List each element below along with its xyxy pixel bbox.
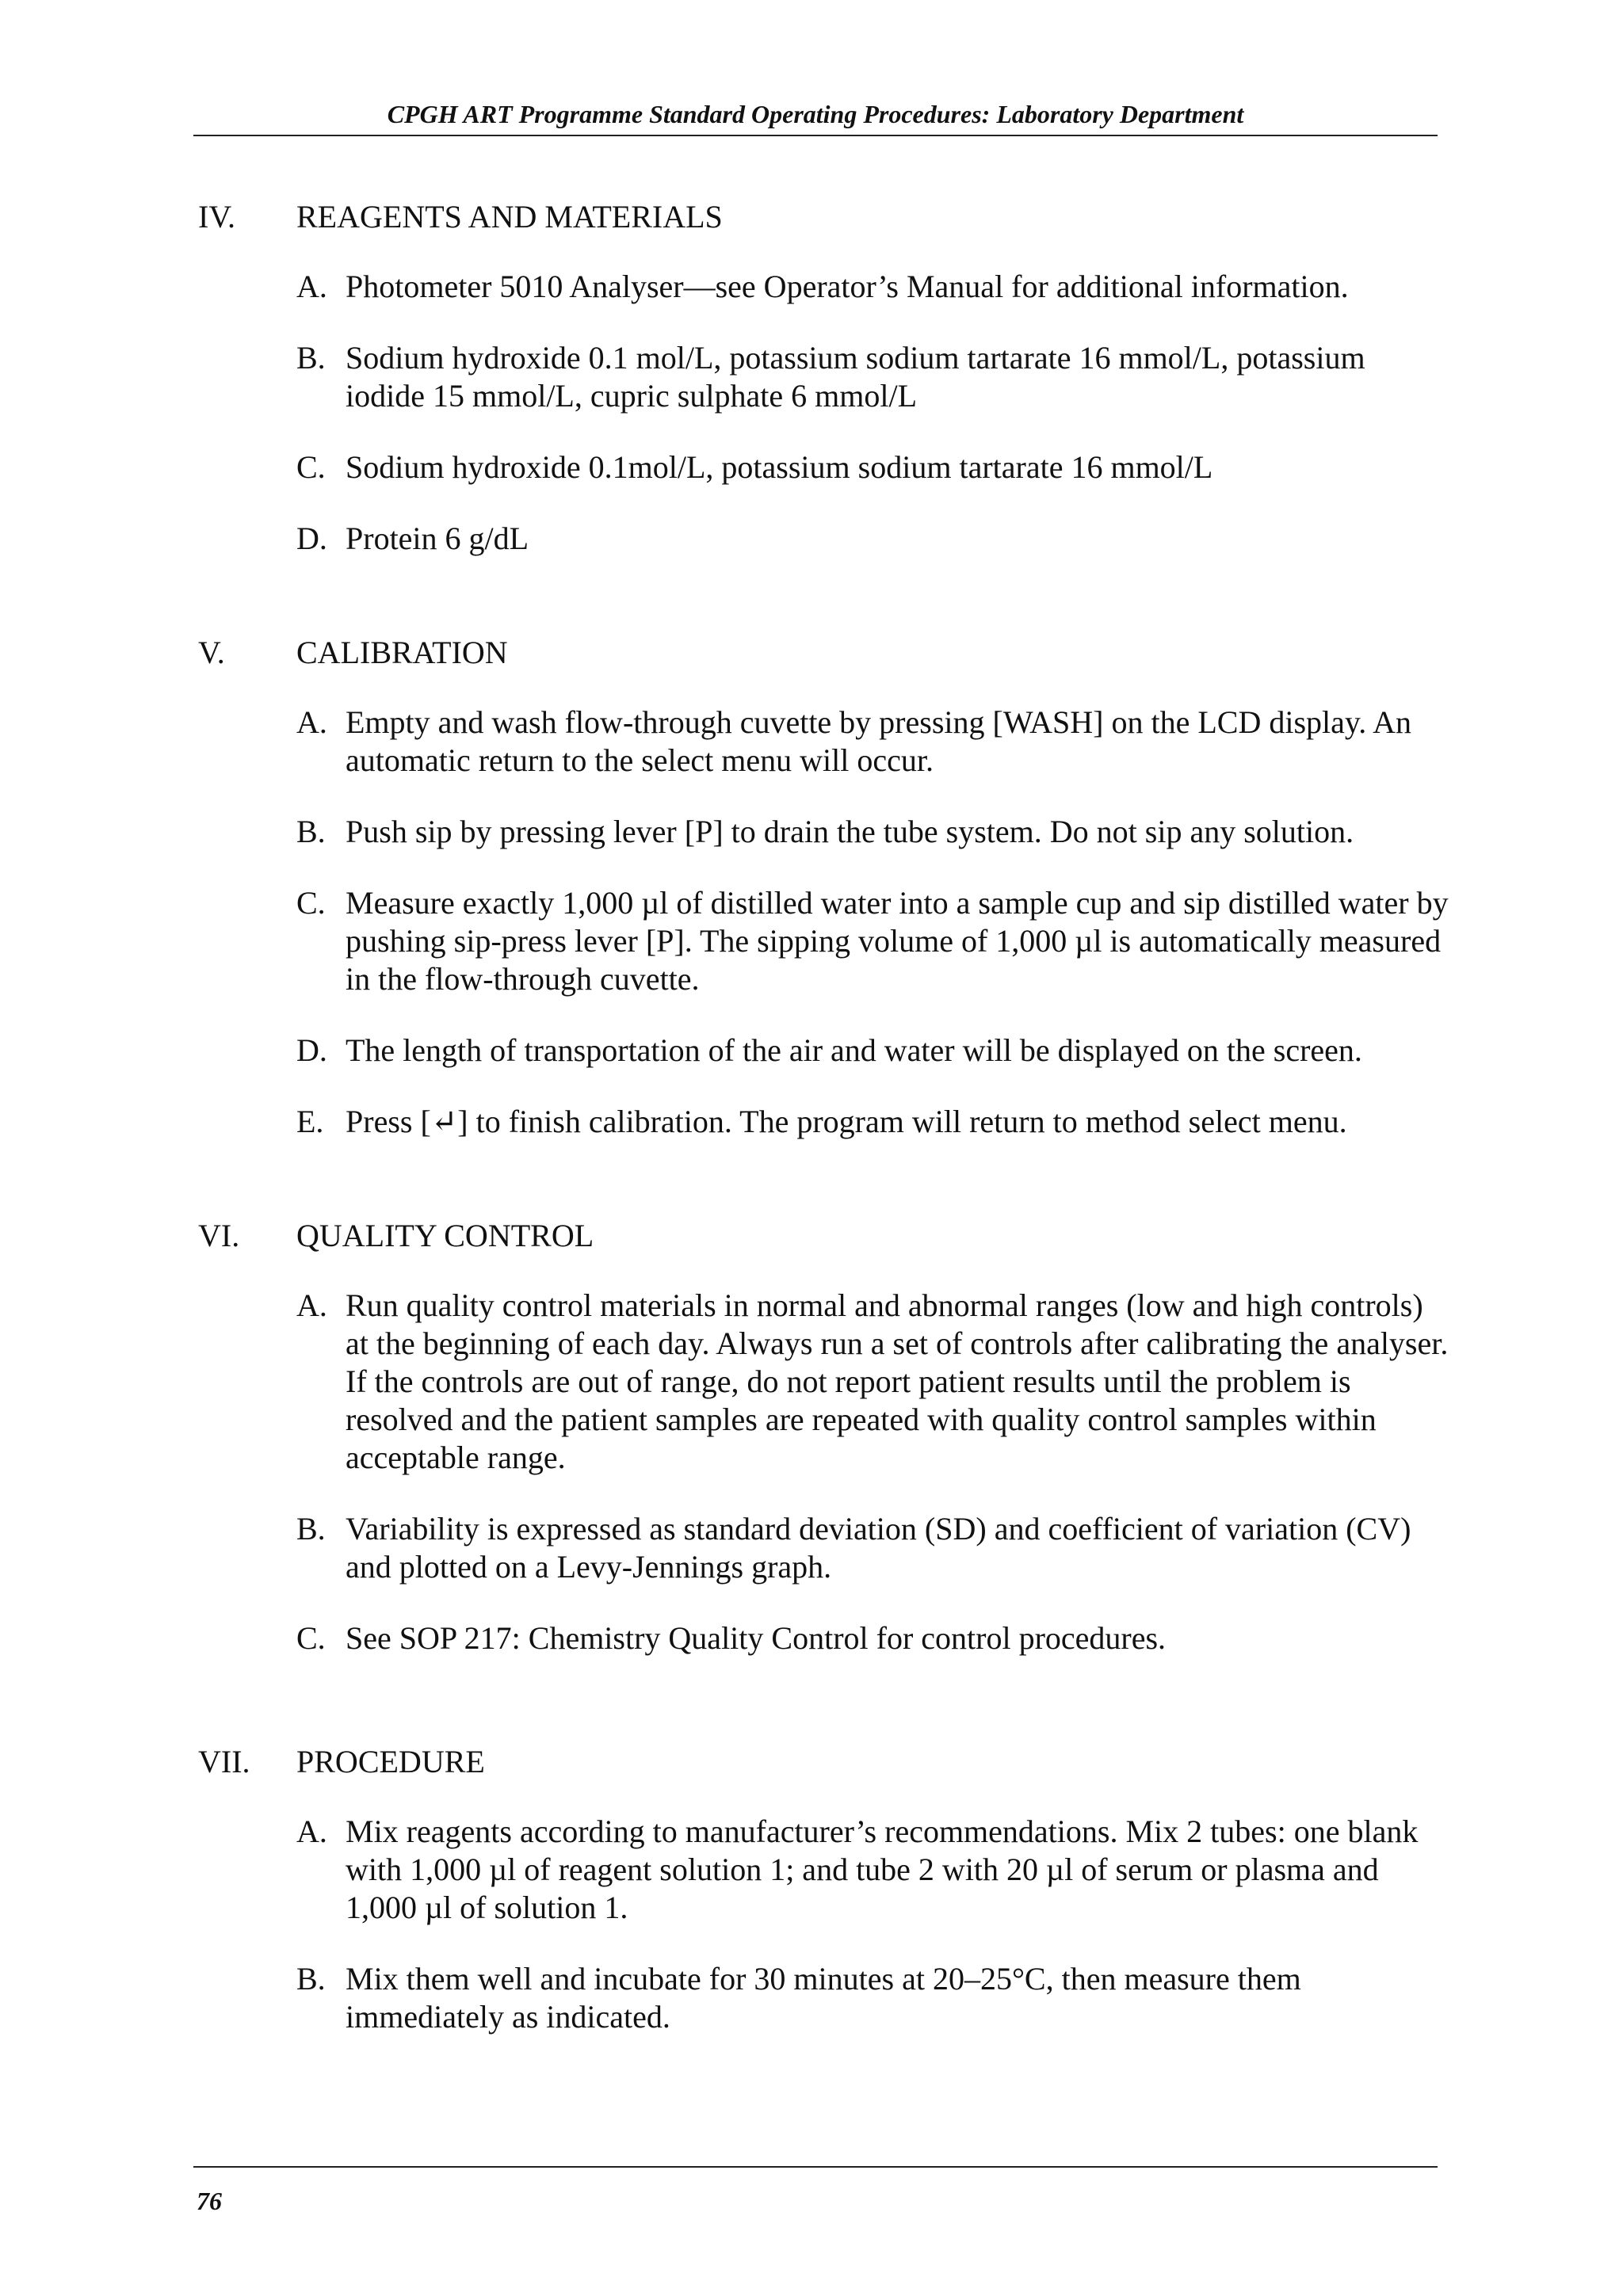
- section-title: REAGENTS AND MATERIALS: [296, 199, 723, 235]
- item-letter: C.: [296, 449, 326, 485]
- section-procedure: [198, 1743, 1442, 2036]
- item-letter: A.: [296, 1814, 327, 1849]
- item-text: Run quality control materials in normal and abnormal ranges (low and high controls) at the beginning of each day. Always run a set of controls after calibrating the analyser. If the controls are out of range, do not report patient results until the problem is resolved and the patient samples are repeated with quality control samples within acceptable range.: [346, 1287, 1449, 1475]
- list-item: [198, 813, 1450, 851]
- item-text: Push sip by pressing lever [P] to drain the tube system. Do not sip any solution.: [346, 814, 1354, 849]
- section-title: PROCEDURE: [296, 1744, 485, 1779]
- list-item: [198, 1287, 1450, 1477]
- item-letter: B.: [296, 1961, 326, 1997]
- item-letter: B.: [296, 1511, 326, 1547]
- item-letter: C.: [296, 1620, 326, 1656]
- item-letter: A.: [296, 269, 327, 304]
- item-text: Measure exactly 1,000 µl of distilled water into a sample cup and sip distilled water by pushing sip-press lever [P]. The sipping volume of 1,000 µl is automatically measured in the flow-through cuvette.: [346, 885, 1449, 997]
- list-item: [198, 520, 1450, 558]
- item-text: Mix them well and incubate for 30 minutes at 20–25°C, then measure them immediately as indicated.: [346, 1961, 1301, 2035]
- section-number: V.: [198, 635, 225, 670]
- item-letter: B.: [296, 340, 326, 376]
- item-letter: C.: [296, 885, 326, 921]
- running-header: [193, 86, 1438, 136]
- page-number: 76: [197, 2187, 222, 2215]
- list-item: [198, 1103, 1450, 1141]
- item-text: See SOP 217: Chemistry Quality Control for control procedures.: [346, 1620, 1167, 1656]
- item-letter: A.: [296, 1287, 327, 1323]
- item-text: Sodium hydroxide 0.1 mol/L, potassium sodium tartarate 16 mmol/L, potassium iodide 15 mmol/L, cupric sulphate 6 mmol/L: [346, 340, 1365, 414]
- list-item: [198, 1032, 1450, 1070]
- item-letter: D.: [296, 1032, 327, 1068]
- list-item: [198, 448, 1450, 486]
- list-item: [198, 1510, 1450, 1586]
- section-heading: [198, 1217, 1442, 1264]
- section-number: IV.: [198, 199, 236, 235]
- section-calibration: [198, 634, 1449, 1141]
- header-title: CPGH ART Programme Standard Operating Procedures: Laboratory Department: [387, 100, 1244, 128]
- section-quality-control: [198, 1217, 1449, 1657]
- item-letter: D.: [296, 521, 327, 556]
- footer-divider: [193, 2166, 1438, 2168]
- item-text: Empty and wash flow-through cuvette by pressing [WASH] on the LCD display. An automatic return to the select menu will occur.: [346, 704, 1411, 778]
- section-number: VI.: [198, 1218, 240, 1253]
- section-reagents-and-materials: [198, 198, 1442, 558]
- item-text: The length of transportation of the air and water will be displayed on the screen.: [346, 1032, 1362, 1068]
- item-text: Photometer 5010 Analyser—see Operator’s Manual for additional information.: [346, 269, 1349, 304]
- item-letter: E.: [296, 1104, 324, 1139]
- item-text: Sodium hydroxide 0.1mol/L, potassium sodium tartarate 16 mmol/L: [346, 449, 1213, 485]
- list-item: [198, 268, 1450, 306]
- list-item: [198, 1960, 1450, 2036]
- list-item: [198, 884, 1450, 998]
- list-item: [198, 1813, 1450, 1927]
- list-item: [198, 704, 1450, 780]
- section-number: VII.: [198, 1744, 250, 1779]
- section-heading: [198, 198, 1442, 246]
- section-heading: [198, 634, 1442, 681]
- item-text: Variability is expressed as standard deviation (SD) and coefficient of variation (CV) and plotted on a Levy-Jennings graph.: [346, 1511, 1411, 1585]
- item-text: Press [↵] to finish calibration. The program will return to method select menu.: [346, 1104, 1347, 1139]
- section-heading: [198, 1743, 1442, 1791]
- item-text: Mix reagents according to manufacturer’s recommendations. Mix 2 tubes: one blank with 1,000 µl of reagent solution 1; and tube 2 with 20 µl of serum or plasma and 1,000 µl of solution 1.: [346, 1814, 1419, 1925]
- section-title: QUALITY CONTROL: [296, 1218, 594, 1253]
- item-text: Protein 6 g/dL: [346, 521, 529, 556]
- list-item: [198, 1619, 1450, 1657]
- section-title: CALIBRATION: [296, 635, 508, 670]
- item-letter: A.: [296, 704, 327, 740]
- list-item: [198, 339, 1450, 415]
- item-letter: B.: [296, 814, 326, 849]
